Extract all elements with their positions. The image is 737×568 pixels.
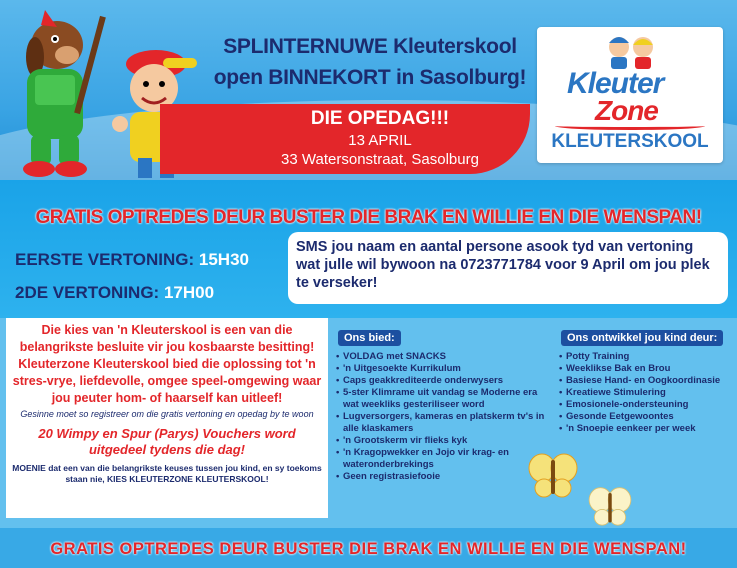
bottom-title: GRATIS OPTREDES DEUR BUSTER DIE BRAK EN WILLIE EN DIE WENSPAN! bbox=[50, 540, 687, 558]
butterfly-icon bbox=[528, 452, 578, 498]
event-date: 13 APRIL bbox=[348, 132, 412, 149]
list-item: • VOLDAG met SNACKS bbox=[336, 351, 554, 363]
first-show bbox=[15, 250, 249, 270]
logo-word-zone: Zone bbox=[595, 95, 658, 126]
headline-line2: open BINNEKORT in Sasolburg! bbox=[213, 66, 527, 89]
logo-subtitle: KLEUTERSKOOL bbox=[551, 131, 709, 152]
list-item: • Geen registrasiefooie bbox=[336, 471, 554, 483]
intro-text: Die kies van 'n Kleuterskool is een van die belangrikste besluite vir jou kosbaarste besitting! Kleuterzone Kleuterskool bied die oplossing tot 'n stres-vrye, liefdevolle, omgee speel-omgewing waar jou peuter hom- of haarself kan uitleef! bbox=[12, 323, 322, 405]
list-item: • Weeklikse Bak en Brou bbox=[559, 363, 731, 375]
second-show bbox=[15, 283, 214, 303]
headline-line1: SPLINTERNUWE Kleuterskool bbox=[223, 35, 517, 58]
registration-note: Gesinne moet so registreer om die gratis vertoning en opedag by te woon bbox=[20, 409, 314, 419]
logo-word-kleuter: Kleuter bbox=[567, 67, 664, 100]
free-shows-title: GRATIS OPTREDES DEUR BUSTER DIE BRAK EN WILLIE EN DIE WENSPAN! bbox=[35, 207, 702, 228]
butterfly-icon bbox=[588, 486, 632, 526]
list-item: • 'n Grootskerm vir flieks kyk bbox=[336, 435, 554, 447]
kids-logo-icon bbox=[603, 31, 659, 69]
event-address: 33 Watersonstraat, Sasolburg bbox=[281, 151, 479, 168]
list-item: • 5-ster Klimrame uit vandag se Moderne era wat weekliks gesteriliseer word bbox=[336, 387, 554, 411]
list-item: • 'n Kragopwekker en Jojo vir krag- en wateronderbrekings bbox=[336, 447, 554, 471]
moenie-text: MOENIE dat een van die belangrikste keuses tussen jou kind, en sy toekoms staan nie, KIES KLEUTERZONE KLEUTERSKOOL! bbox=[12, 463, 322, 484]
vouchers-text: 20 Wimpy en Spur (Parys) Vouchers word uitgedeel tydens die dag! bbox=[38, 426, 296, 457]
first-show-time: 15H30 bbox=[198, 250, 249, 269]
develop-list bbox=[559, 351, 731, 435]
develop-title: Ons ontwikkel jou kind deur: bbox=[561, 330, 723, 346]
list-item: • 'n Snoepie eenkeer per week bbox=[559, 423, 731, 435]
list-item: • Basiese Hand- en Oogkoordinasie bbox=[559, 375, 731, 387]
list-item: • Emosionele-ondersteuning bbox=[559, 399, 731, 411]
list-item: • Potty Training bbox=[559, 351, 731, 363]
list-item: • Gesonde Eetgewoontes bbox=[559, 411, 731, 423]
logo-swoosh bbox=[555, 122, 705, 130]
offers-list bbox=[336, 351, 554, 483]
list-item: • Caps geakkrediteerde onderwysers bbox=[336, 375, 554, 387]
list-item: • 'n Uitgesoekte Kurrikulum bbox=[336, 363, 554, 375]
intro-box bbox=[6, 318, 328, 518]
dog-mascot-icon bbox=[5, 5, 115, 180]
sms-box: SMS jou naam en aantal persone asook tyd van vertoning wat julle wil bywoon na 0723771784 voor 9 April om jou plek te verseker! bbox=[288, 232, 728, 304]
first-show-label: EERSTE VERTONING: bbox=[15, 250, 199, 269]
opedag-title: DIE OPEDAG!!! bbox=[310, 108, 450, 129]
second-show-label: 2DE VERTONING: bbox=[15, 283, 164, 302]
second-show-time: 17H00 bbox=[163, 283, 215, 302]
logo bbox=[537, 27, 723, 163]
list-item: • Lugversorgers, kameras en platskerm tv's in alle klaskamers bbox=[336, 411, 554, 435]
offers-title: Ons bied: bbox=[338, 330, 401, 346]
list-item: • Kreatiewe Stimulering bbox=[559, 387, 731, 399]
